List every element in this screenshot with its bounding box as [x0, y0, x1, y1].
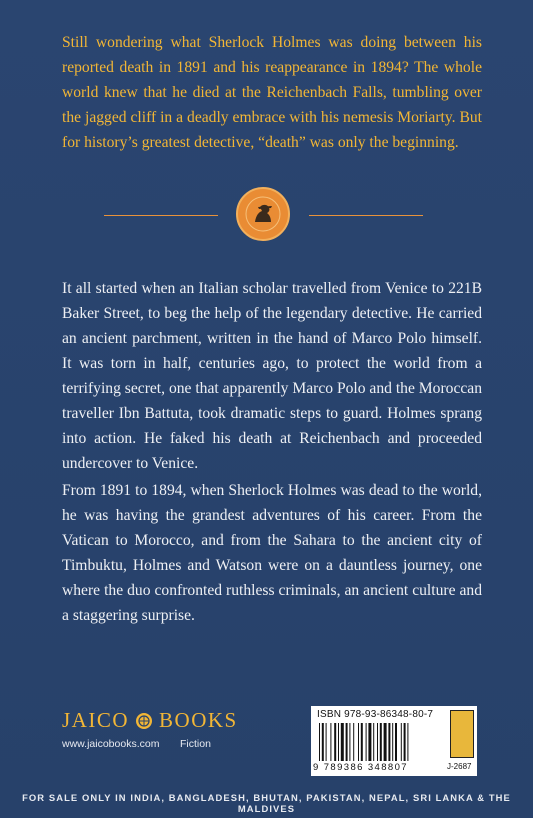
blurb-text: Still wondering what Sherlock Holmes was doing between his reported death in 1891 and his reappearance in 1894? The whole world knew that he died at the Reichenbach Falls, tumbling over the jagged cliff in a deadly embrace with his nemesis Moriarty. But for history’s greatest detective, “death” was only the beginning. [62, 34, 482, 151]
barcode-icon [317, 723, 439, 763]
sun-logo-icon [135, 712, 153, 730]
genre-label: Fiction [180, 738, 211, 750]
publisher-logo [62, 708, 238, 733]
publisher-name-left: JAICO [62, 708, 130, 732]
barcode-digits: 9 789386 348807 [313, 762, 408, 773]
sale-territory-notice: FOR SALE ONLY IN INDIA, BANGLADESH, BHUTAN, PAKISTAN, NEPAL, SRI LANKA & THE MALDIVES [22, 792, 511, 814]
book-code: J-2687 [447, 762, 472, 771]
synopsis-paragraph-1 [62, 276, 482, 476]
divider-left [104, 215, 218, 216]
synopsis-text: From 1891 to 1894, when Sherlock Holmes was dead to the world, he was having the grandest adventures of his career. From the Vatican to Morocco, and from the Sahara to the ancient city of Timbuktu, Holmes and Watson were on a dauntless journey, one where the duo confronted ruthless criminals, an ancient culture and a staggering surprise. [62, 482, 482, 624]
sherlock-silhouette-icon [238, 189, 288, 239]
emblem [236, 187, 290, 241]
publisher-website: www.jaicobooks.com [62, 738, 160, 750]
publisher-mark-icon [450, 710, 474, 758]
barcode-panel [311, 706, 445, 776]
isbn-text: ISBN 978-93-86348-80-7 [317, 709, 434, 720]
publisher-name-right: BOOKS [159, 708, 238, 732]
divider-right [309, 215, 423, 216]
synopsis-text: It all started when an Italian scholar travelled from Venice to 221B Baker Street, to beg the help of the legendary detective. He carried an ancient parchment, written in the hand of Marco Polo himself. It was torn in half, centuries ago, to protect the world from a terrifying secret, one that apparently Marco Polo and the Moroccan traveller Ibn Battuta, took dramatic steps to guard. Holmes sprang into action. He faked his death at Reichenbach and proceeded undercover to Venice. [62, 280, 483, 472]
synopsis-paragraph-2 [62, 478, 482, 628]
price-panel [445, 706, 477, 776]
